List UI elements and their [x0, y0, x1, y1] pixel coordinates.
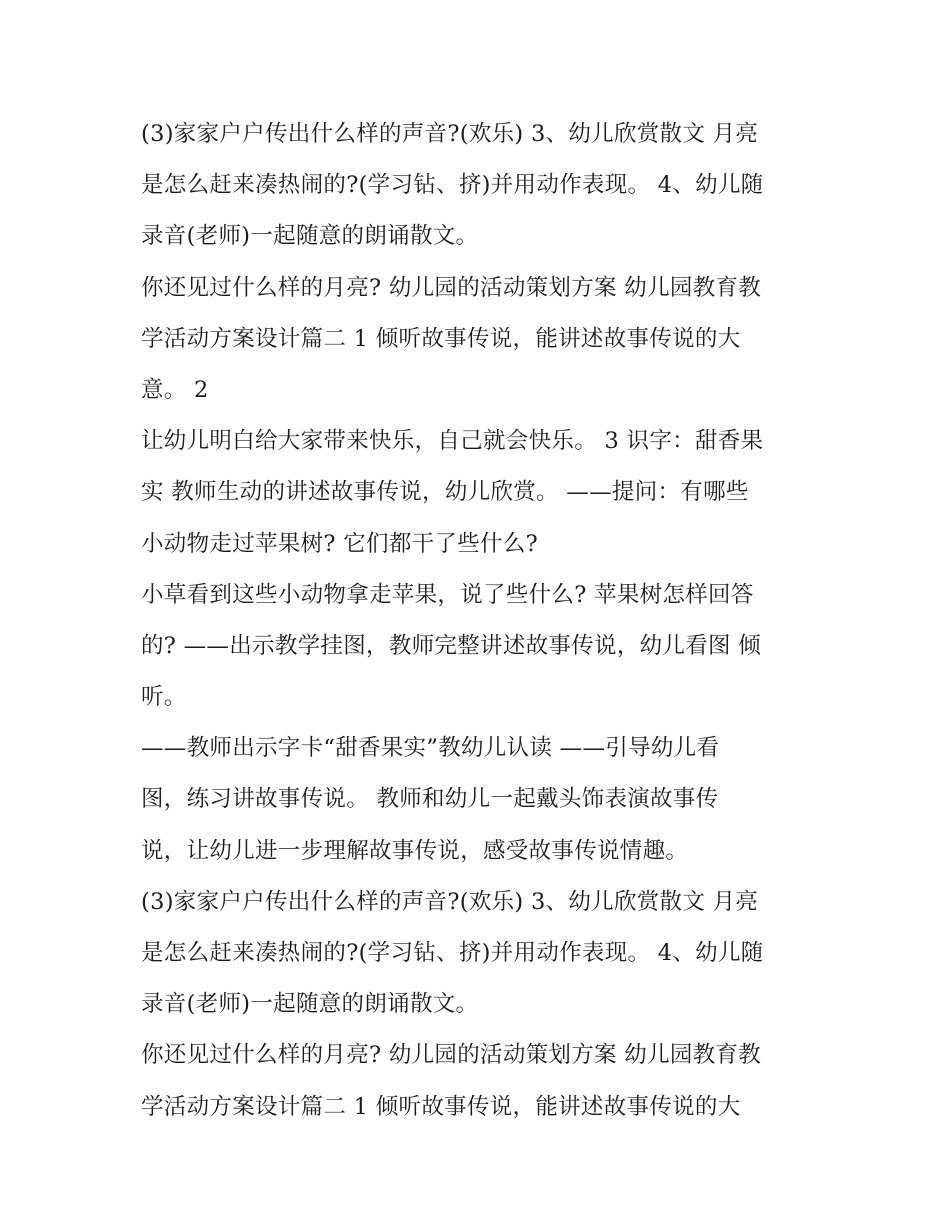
text-line: 是怎么赶来凑热闹的?(学习钻、挤)并用动作表现。 4、幼儿随	[141, 172, 764, 199]
text-line: 听。	[141, 684, 187, 711]
text-line: 你还见过什么样的月亮? 幼儿园的活动策划方案 幼儿园教育教	[141, 1042, 762, 1069]
text-line: 录音(老师)一起随意的朗诵散文。	[141, 991, 479, 1018]
text-line: ——教师出示字卡“甜香果实”教幼儿认读 ——引导幼儿看	[141, 735, 720, 762]
text-line: 意。 2	[141, 376, 209, 403]
document-body	[141, 109, 821, 1133]
text-line: 小草看到这些小动物拿走苹果，说了些什么? 苹果树怎样回答	[141, 581, 754, 608]
text-line: 说，让幼儿进一步理解故事传说，感受故事传说情趣。	[141, 837, 689, 864]
text-line: 你还见过什么样的月亮? 幼儿园的活动策划方案 幼儿园教育教	[141, 274, 762, 301]
text-line: 学活动方案设计篇二 1 倾听故事传说，能讲述故事传说的大	[141, 1093, 741, 1120]
text-line: 小动物走过苹果树? 它们都干了些什么?	[141, 530, 538, 557]
text-line: 的? ——出示教学挂图，教师完整讲述故事传说，幼儿看图 倾	[141, 632, 762, 659]
text-line: 实 教师生动的讲述故事传说，幼儿欣赏。 ——提问：有哪些	[141, 479, 749, 506]
text-line: (3)家家户户传出什么样的声音?(欢乐) 3、幼儿欣赏散文 月亮	[141, 121, 759, 147]
text-line: 录音(老师)一起随意的朗诵散文。	[141, 223, 479, 250]
text-line: 学活动方案设计篇二 1 倾听故事传说，能讲述故事传说的大	[141, 325, 741, 352]
text-line: (3)家家户户传出什么样的声音?(欢乐) 3、幼儿欣赏散文 月亮	[141, 888, 759, 915]
text-line: 让幼儿明白给大家带来快乐，自己就会快乐。 3 识字：甜香果	[141, 428, 764, 455]
text-line: 图，练习讲故事传说。 教师和幼儿一起戴头饰表演故事传	[141, 786, 719, 813]
text-line: 是怎么赶来凑热闹的?(学习钻、挤)并用动作表现。 4、幼儿随	[141, 940, 764, 966]
